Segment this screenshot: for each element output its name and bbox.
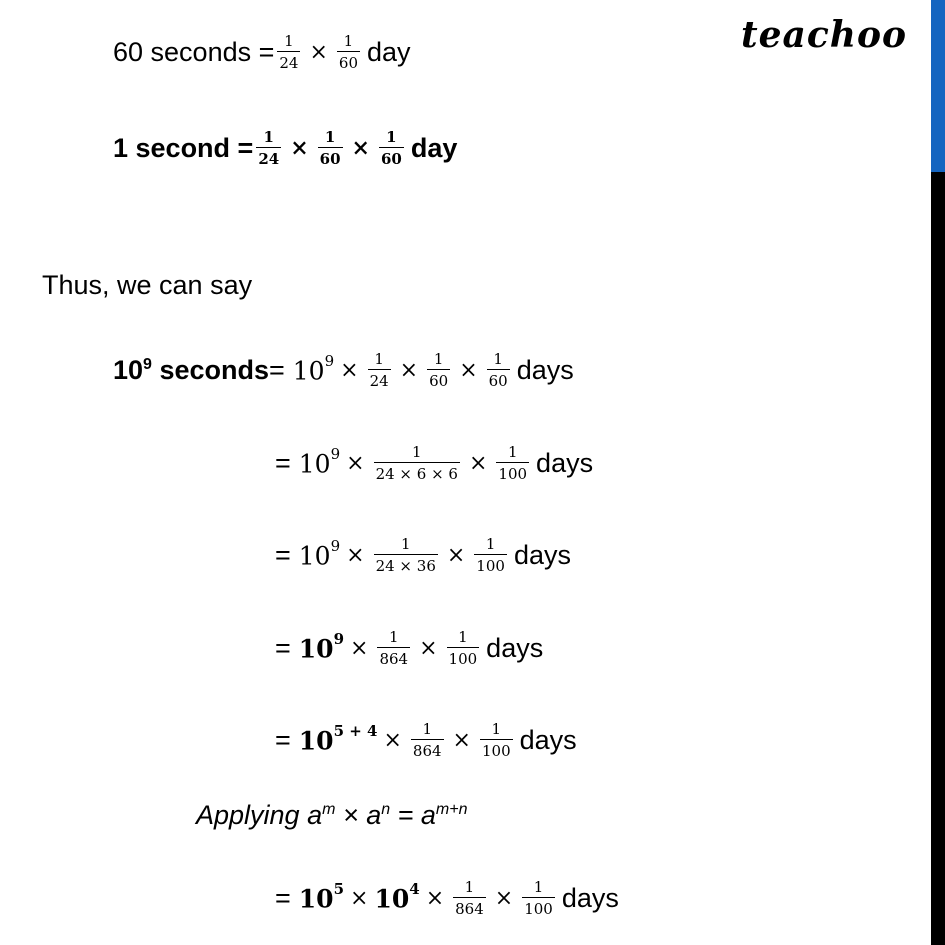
times-sign: ×	[351, 135, 370, 162]
times-sign: ×	[468, 450, 488, 476]
lhs-text: 1 second =	[113, 132, 254, 163]
power-term: $10^9$	[298, 444, 341, 478]
line-step-2	[275, 535, 571, 576]
times-sign: ×	[340, 357, 359, 383]
power-term: $10^9$	[292, 351, 335, 385]
equals-sign: =	[275, 447, 291, 478]
line-step-5	[275, 878, 619, 919]
power-term: $10^{5 + 4}$	[298, 721, 378, 755]
fraction: $\frac{1}{60}$	[338, 32, 358, 72]
line-1-second	[113, 128, 457, 169]
fraction: $\frac{1}{100}$	[524, 878, 553, 918]
fraction: $\frac{1}{24}$	[258, 128, 280, 168]
times-sign: ×	[350, 635, 369, 661]
fraction: $\frac{1}{24 \times 36}$	[375, 535, 436, 575]
fraction: $\frac{1}{24 \times 6 \times 6}$	[375, 443, 458, 483]
unit-text: days	[516, 354, 574, 385]
times-sign: ×	[459, 357, 478, 383]
times-sign: ×	[419, 635, 438, 661]
times-sign: ×	[383, 727, 402, 753]
fraction: $\frac{1}{864}$	[379, 628, 409, 668]
times-sign: ×	[346, 542, 365, 568]
fraction: $\frac{1}{100}$	[481, 720, 511, 760]
fraction: $\frac{1}{864}$	[412, 720, 442, 760]
fraction: $\frac{1}{60}$	[488, 350, 508, 390]
equals-sign: =	[275, 632, 291, 663]
times-sign: ×	[425, 885, 445, 911]
fraction: $\frac{1}{60}$	[319, 128, 341, 168]
fraction: $\frac{1}{24}$	[279, 32, 299, 72]
unit-text: days	[561, 882, 619, 913]
equals-sign: =	[275, 724, 291, 755]
unit-text: days	[513, 539, 571, 570]
power-term: $10^9$	[298, 536, 341, 570]
unit-text: days	[519, 724, 577, 755]
thus-text: Thus, we can say	[42, 270, 253, 300]
fraction: $\frac{1}{100}$	[448, 628, 478, 668]
fraction: $\frac{1}{864}$	[455, 878, 484, 918]
power-term: $10^9$	[298, 629, 345, 663]
line-step-1	[275, 443, 593, 484]
fraction: $\frac{1}{100}$	[476, 535, 505, 575]
power-term: $10^4$	[374, 879, 420, 913]
lhs-label: $10^9$ seconds	[113, 354, 269, 385]
equals-sign: =	[275, 539, 291, 570]
line-60-seconds	[113, 32, 411, 73]
times-sign: ×	[350, 885, 369, 911]
line-step-4	[275, 720, 577, 761]
unit-text: days	[486, 632, 544, 663]
fraction: $\frac{1}{60}$	[429, 350, 449, 390]
line-10-9-seconds	[113, 350, 574, 391]
equals-sign: =	[275, 882, 291, 913]
power-term: $10^5$	[298, 879, 345, 913]
times-sign: ×	[346, 450, 365, 476]
times-sign: ×	[446, 542, 466, 568]
sidebar-accent	[931, 0, 945, 172]
unit-text: day	[367, 36, 411, 67]
lhs-text: 60 seconds =	[113, 36, 275, 67]
fraction: $\frac{1}{100}$	[498, 443, 528, 483]
unit-text: days	[536, 447, 594, 478]
times-sign: ×	[494, 885, 514, 911]
logo: teachoo	[741, 14, 907, 56]
equals-sign: =	[269, 354, 285, 385]
unit-text: day	[410, 132, 458, 163]
times-sign: ×	[309, 39, 328, 65]
rule-text: Applying $a^m \times a^n = a^{m+n}$	[196, 800, 468, 830]
times-sign: ×	[290, 135, 309, 162]
line-thus	[42, 270, 252, 301]
fraction: $\frac{1}{24}$	[369, 350, 389, 390]
times-sign: ×	[452, 727, 471, 753]
line-step-3	[275, 628, 543, 669]
times-sign: ×	[399, 357, 419, 383]
line-applying-rule	[196, 800, 468, 831]
fraction: $\frac{1}{60}$	[380, 128, 402, 168]
